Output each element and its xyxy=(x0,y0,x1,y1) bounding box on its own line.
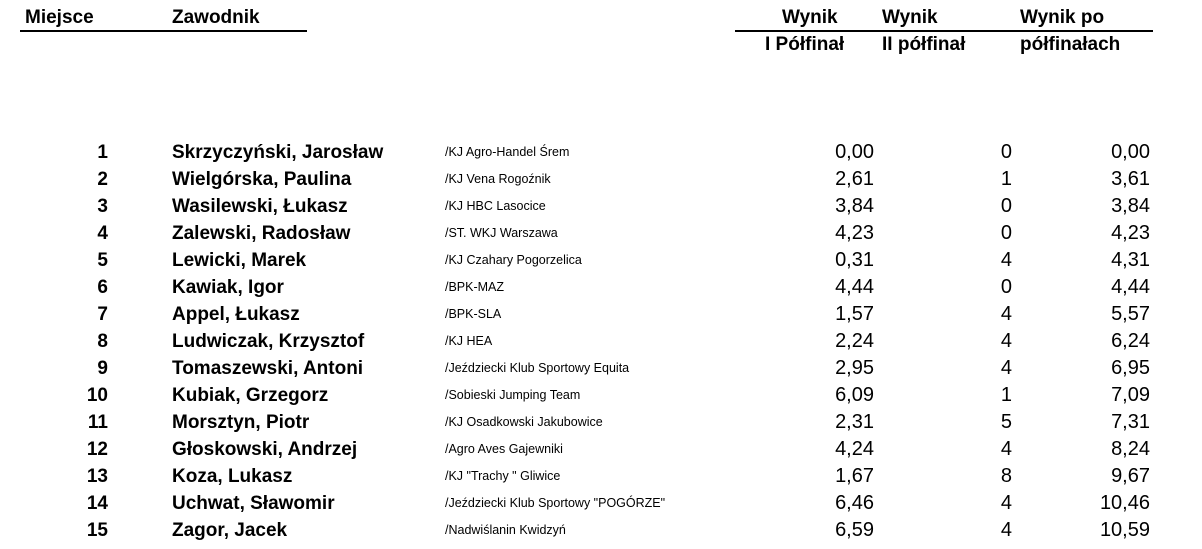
header-place: Miejsce xyxy=(25,7,94,28)
result2-cell: 4 xyxy=(1000,492,1012,514)
club-name: /Jeździecki Klub Sportowy "POGÓRZE" xyxy=(445,496,666,510)
table-row xyxy=(0,409,1202,436)
result1-cell: 0,31 xyxy=(835,249,874,271)
rider-name: Uchwat, Sławomir xyxy=(172,493,335,514)
result2-cell: 4 xyxy=(1000,330,1012,352)
result1-cell: 0,00 xyxy=(835,141,874,163)
table-row xyxy=(0,328,1202,355)
place-cell: 13 xyxy=(86,466,108,487)
result2-cell: 4 xyxy=(1000,519,1012,541)
table-row xyxy=(0,490,1202,517)
club-name: /KJ Vena Rogoźnik xyxy=(445,172,551,186)
result2-cell: 0 xyxy=(1000,141,1012,163)
club-name: /BPK-SLA xyxy=(445,307,502,321)
rider-name: Koza, Lukasz xyxy=(172,466,293,487)
rider-name: Wielgórska, Paulina xyxy=(172,169,352,190)
total-cell: 5,57 xyxy=(1111,303,1150,325)
table-row xyxy=(0,139,1202,166)
place-cell: 6 xyxy=(97,277,108,298)
header-total-line2: półfinałach xyxy=(1020,34,1121,55)
club-name: /KJ HEA xyxy=(445,334,493,348)
place-cell: 2 xyxy=(97,169,108,190)
total-cell: 10,46 xyxy=(1099,492,1150,514)
table-row xyxy=(0,355,1202,382)
table-row xyxy=(0,436,1202,463)
club-name: /KJ "Trachy " Gliwice xyxy=(445,469,561,483)
total-cell: 4,23 xyxy=(1111,222,1150,244)
rider-name: Appel, Łukasz xyxy=(172,304,300,325)
place-cell: 15 xyxy=(86,520,108,541)
total-cell: 3,84 xyxy=(1111,195,1150,217)
result1-cell: 6,09 xyxy=(835,384,874,406)
place-cell: 3 xyxy=(97,196,108,217)
result1-cell: 2,95 xyxy=(835,357,874,379)
table-row xyxy=(0,517,1202,544)
club-name: /KJ Agro-Handel Śrem xyxy=(445,145,570,159)
header-result2-line2: II półfinał xyxy=(882,34,966,55)
result2-cell: 5 xyxy=(1000,411,1012,433)
total-cell: 10,59 xyxy=(1099,519,1150,541)
total-cell: 4,31 xyxy=(1111,249,1150,271)
table-row xyxy=(0,247,1202,274)
result2-cell: 0 xyxy=(1000,195,1012,217)
club-name: /BPK-MAZ xyxy=(445,280,505,294)
result2-cell: 1 xyxy=(1000,384,1012,406)
place-cell: 8 xyxy=(97,331,108,352)
place-cell: 4 xyxy=(97,223,108,244)
header-result1-line1: Wynik xyxy=(782,7,838,28)
result2-cell: 4 xyxy=(1000,357,1012,379)
club-name: /KJ Czahary Pogorzelica xyxy=(445,253,582,267)
total-cell: 4,44 xyxy=(1111,276,1150,298)
header-result1-line2: I Półfinał xyxy=(765,34,845,55)
rider-name: Zalewski, Radosław xyxy=(172,223,351,244)
club-name: /ST. WKJ Warszawa xyxy=(445,226,558,240)
result1-cell: 4,23 xyxy=(835,222,874,244)
result2-cell: 4 xyxy=(1000,303,1012,325)
header-rider: Zawodnik xyxy=(172,7,260,28)
place-cell: 5 xyxy=(97,250,108,271)
result2-cell: 1 xyxy=(1000,168,1012,190)
club-name: /Jeździecki Klub Sportowy Equita xyxy=(445,361,630,375)
total-cell: 7,09 xyxy=(1111,384,1150,406)
result2-cell: 4 xyxy=(1000,249,1012,271)
total-cell: 6,95 xyxy=(1111,357,1150,379)
place-cell: 14 xyxy=(86,493,108,514)
rider-name: Tomaszewski, Antoni xyxy=(172,358,364,379)
total-cell: 3,61 xyxy=(1111,168,1150,190)
result2-cell: 4 xyxy=(1000,438,1012,460)
result1-cell: 3,84 xyxy=(835,195,874,217)
result1-cell: 6,59 xyxy=(835,519,874,541)
result1-cell: 2,61 xyxy=(835,168,874,190)
total-cell: 7,31 xyxy=(1111,411,1150,433)
table-row xyxy=(0,166,1202,193)
total-cell: 8,24 xyxy=(1111,438,1150,460)
result1-cell: 2,24 xyxy=(835,330,874,352)
club-name: /KJ Osadkowski Jakubowice xyxy=(445,415,603,429)
rider-name: Kawiak, Igor xyxy=(172,277,284,298)
rider-name: Zagor, Jacek xyxy=(172,520,288,541)
header-total-line1: Wynik po xyxy=(1020,7,1105,28)
total-cell: 0,00 xyxy=(1111,141,1150,163)
place-cell: 12 xyxy=(86,439,108,460)
rider-name: Lewicki, Marek xyxy=(172,250,307,271)
result1-cell: 6,46 xyxy=(835,492,874,514)
place-cell: 1 xyxy=(97,142,108,163)
place-cell: 9 xyxy=(97,358,108,379)
club-name: /KJ HBC Lasocice xyxy=(445,199,546,213)
table-row xyxy=(0,220,1202,247)
rider-name: Wasilewski, Łukasz xyxy=(172,196,348,217)
result2-cell: 0 xyxy=(1000,222,1012,244)
table-row xyxy=(0,193,1202,220)
rider-name: Głoskowski, Andrzej xyxy=(172,439,358,460)
club-name: /Agro Aves Gajewniki xyxy=(445,442,563,456)
club-name: /Nadwiślanin Kwidzyń xyxy=(445,523,566,537)
place-cell: 10 xyxy=(86,385,108,406)
result1-cell: 1,67 xyxy=(835,465,874,487)
result2-cell: 8 xyxy=(1000,465,1012,487)
rider-name: Kubiak, Grzegorz xyxy=(172,385,329,406)
place-cell: 11 xyxy=(87,412,108,433)
result1-cell: 1,57 xyxy=(835,303,874,325)
club-name: /Sobieski Jumping Team xyxy=(445,388,581,402)
table-row xyxy=(0,301,1202,328)
result1-cell: 4,24 xyxy=(835,438,874,460)
total-cell: 9,67 xyxy=(1111,465,1150,487)
rider-name: Morsztyn, Piotr xyxy=(172,412,310,433)
header-result2-line1: Wynik xyxy=(882,7,938,28)
table-row xyxy=(0,274,1202,301)
header-rule-left xyxy=(20,30,307,32)
rider-name: Ludwiczak, Krzysztof xyxy=(172,331,365,352)
result1-cell: 2,31 xyxy=(835,411,874,433)
header-rule-right xyxy=(735,30,1153,32)
rider-name: Skrzyczyński, Jarosław xyxy=(172,142,384,163)
table-row xyxy=(0,382,1202,409)
result2-cell: 0 xyxy=(1000,276,1012,298)
total-cell: 6,24 xyxy=(1111,330,1150,352)
place-cell: 7 xyxy=(97,304,108,325)
table-row xyxy=(0,463,1202,490)
result1-cell: 4,44 xyxy=(835,276,874,298)
